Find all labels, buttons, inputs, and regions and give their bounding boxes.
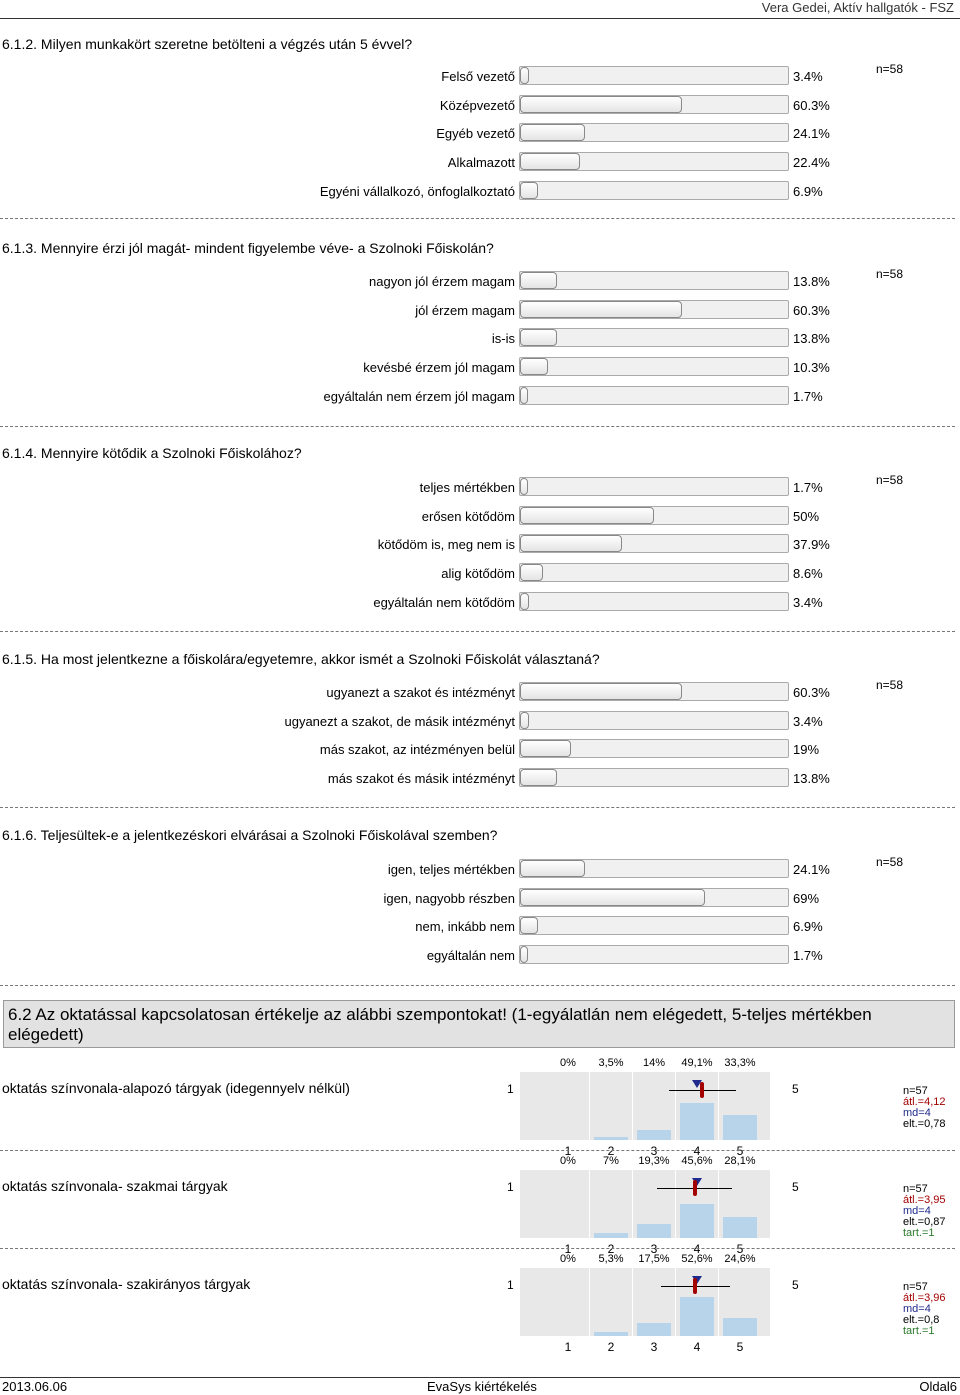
scale-percent: 5,3%	[598, 1253, 624, 1265]
option-bar-fill	[520, 889, 705, 906]
header-rule	[0, 18, 960, 19]
option-bar-track	[519, 563, 789, 582]
option-row	[0, 916, 960, 938]
option-bar-fill	[520, 917, 538, 934]
option-percent: 69%	[793, 890, 820, 906]
scale-percent: 52,6%	[681, 1253, 713, 1265]
scale-percent: 49,1%	[681, 1057, 713, 1069]
mean-marker-icon	[693, 1278, 697, 1294]
option-label: Felső vezető	[441, 69, 515, 84]
option-bar-fill	[520, 593, 529, 610]
scale-item	[0, 1253, 960, 1354]
scale-percent: 45,6%	[681, 1155, 713, 1167]
section-6-2-banner	[3, 1000, 955, 1048]
scale-number: 2	[607, 1242, 615, 1256]
histogram-gridline	[632, 1268, 633, 1336]
scale-number: 5	[736, 1340, 744, 1354]
option-row	[0, 534, 960, 556]
option-bar-track	[519, 300, 789, 319]
histogram-bar	[680, 1103, 714, 1140]
histogram-gridline	[675, 1072, 676, 1140]
histogram-gridline	[718, 1268, 719, 1336]
histogram-bar	[723, 1318, 757, 1336]
stat-md: md=4	[903, 1205, 931, 1217]
scale-right-anchor: 5	[792, 1278, 799, 1292]
histogram-bar	[723, 1217, 757, 1238]
histogram-gridline	[589, 1072, 590, 1140]
option-bar-track	[519, 592, 789, 611]
question-n: n=58	[876, 678, 904, 692]
scale-number: 4	[693, 1340, 701, 1354]
option-row	[0, 386, 960, 408]
option-label: egyáltalán nem kötődöm	[373, 594, 515, 610]
histogram-bar	[637, 1323, 671, 1336]
option-bar-track	[519, 682, 789, 701]
scale-percent: 14%	[642, 1057, 666, 1069]
option-bar-track	[519, 357, 789, 376]
option-label: nem, inkább nem	[415, 919, 515, 935]
option-label: jól érzem magam	[415, 302, 515, 318]
scale-number: 3	[650, 1144, 658, 1158]
stat-avg: átl.=3,96	[903, 1292, 946, 1304]
histogram-gridline	[589, 1170, 590, 1238]
footer-center: EvaSys kiértékelés	[427, 1379, 537, 1394]
option-bar-fill	[520, 96, 682, 113]
stat-n: n=57	[903, 1183, 928, 1195]
question-title: 6.1.5. Ha most jelentkezne a főiskolára/egyetemre, akkor ismét a Szolnoki Főiskolát választaná?	[2, 651, 600, 667]
option-label: nagyon jól érzem magam	[369, 274, 515, 289]
scale-number: 4	[693, 1144, 701, 1158]
section-divider	[0, 985, 955, 986]
option-row	[0, 739, 960, 761]
section-divider	[0, 426, 955, 427]
scale-number: 3	[650, 1242, 658, 1256]
option-label: más szakot, az intézményen belül	[319, 742, 515, 758]
option-bar-track	[519, 123, 789, 142]
scale-number: 5	[736, 1144, 744, 1158]
histogram-gridline	[675, 1268, 676, 1336]
option-label: igen, nagyobb részben	[383, 890, 515, 906]
option-bar-track	[519, 386, 789, 405]
scale-item	[0, 1057, 960, 1158]
option-percent: 60.3%	[793, 302, 830, 318]
option-row	[0, 152, 960, 174]
mean-marker-icon	[700, 1082, 704, 1098]
option-label: teljes mértékben	[419, 480, 515, 495]
option-bar-fill	[520, 124, 585, 141]
histogram-bar	[680, 1297, 714, 1336]
scale-left-anchor: 1	[507, 1278, 514, 1292]
option-bar-track	[519, 711, 789, 730]
option-percent: 1.7%	[793, 388, 823, 404]
section-divider	[0, 631, 955, 632]
option-row	[0, 682, 960, 704]
scale-percent: 0%	[560, 1155, 576, 1167]
option-percent: 24.1%	[793, 862, 830, 877]
histogram-gridline	[675, 1170, 676, 1238]
option-percent: 1.7%	[793, 948, 823, 964]
scale-percent: 28,1%	[724, 1155, 756, 1167]
option-bar-fill	[520, 564, 543, 581]
footer-page: Oldal6	[919, 1379, 957, 1394]
option-label: igen, teljes mértékben	[387, 862, 515, 877]
option-percent: 37.9%	[793, 537, 830, 553]
option-bar-track	[519, 945, 789, 964]
scale-number: 5	[736, 1242, 744, 1256]
scale-percent: 3,5%	[598, 1057, 624, 1069]
question-title: 6.1.2. Milyen munkakört szeretne betölteni a végzés után 5 évvel?	[2, 36, 413, 52]
option-percent: 13.8%	[793, 331, 830, 347]
question-n: n=58	[876, 267, 904, 281]
option-bar-fill	[520, 769, 557, 786]
option-bar-fill	[520, 301, 682, 318]
scale-percent: 17,5%	[638, 1253, 670, 1265]
option-label: is-is	[491, 331, 515, 347]
scale-stats	[903, 1086, 946, 1130]
histogram-gridline	[718, 1072, 719, 1140]
option-percent: 8.6%	[793, 566, 823, 582]
option-percent: 10.3%	[793, 360, 830, 376]
option-row	[0, 95, 960, 117]
option-row	[0, 357, 960, 379]
scale-number: 3	[650, 1340, 658, 1354]
option-label: Alkalmazott	[447, 155, 515, 171]
histogram-bar	[723, 1115, 757, 1140]
option-percent: 3.4%	[793, 69, 823, 84]
option-percent: 50%	[793, 508, 820, 524]
option-row	[0, 768, 960, 790]
option-label: egyáltalán nem	[426, 948, 515, 964]
scale-item-label: oktatás színvonala-alapozó tárgyak (idegennyelv nélkül)	[2, 1080, 350, 1096]
option-row	[0, 592, 960, 614]
option-bar-track	[519, 152, 789, 171]
scale-right-anchor: 5	[792, 1180, 799, 1194]
option-label: más szakot és másik intézményt	[327, 771, 515, 787]
section-6-2-title: 6.2 Az oktatással kapcsolatosan értékelje az alábbi szempontokat! (1-egyálatlán nem elégedett, 5-teljes mértékben elégedett)	[8, 1005, 872, 1044]
option-row	[0, 506, 960, 528]
histogram-gridline	[589, 1268, 590, 1336]
scale-histogram	[520, 1170, 770, 1238]
stat-ab: tart.=1	[903, 1227, 935, 1239]
option-bar-fill	[520, 946, 528, 963]
option-bar-fill	[520, 153, 580, 170]
option-percent: 60.3%	[793, 97, 830, 113]
option-bar-fill	[520, 329, 557, 346]
option-percent: 3.4%	[793, 713, 823, 729]
scale-divider	[0, 1150, 955, 1151]
histogram-gridline	[718, 1170, 719, 1238]
option-bar-track	[519, 739, 789, 758]
option-bar-fill	[520, 182, 538, 199]
option-bar-fill	[520, 387, 528, 404]
stat-n: n=57	[903, 1085, 928, 1097]
option-label: Középvezető	[439, 97, 515, 113]
question-n: n=58	[876, 473, 904, 487]
scale-number: 2	[607, 1144, 615, 1158]
option-percent: 6.9%	[793, 919, 823, 935]
option-bar-track	[519, 506, 789, 525]
histogram-gridline	[632, 1072, 633, 1140]
stat-sd: elt.=0,8	[903, 1314, 940, 1326]
stat-avg: átl.=4,12	[903, 1096, 946, 1108]
option-percent: 3.4%	[793, 594, 823, 610]
option-percent: 22.4%	[793, 155, 830, 171]
option-row	[0, 859, 960, 881]
option-label: alig kötődöm	[441, 566, 515, 582]
scale-number: 1	[564, 1144, 572, 1158]
option-bar-track	[519, 328, 789, 347]
option-label: Egyéb vezető	[436, 126, 515, 142]
option-percent: 1.7%	[793, 480, 823, 495]
option-bar-track	[519, 271, 789, 290]
option-label: kötődöm is, meg nem is	[377, 537, 515, 553]
option-row	[0, 711, 960, 733]
option-label: Egyéni vállalkozó, önfoglalkoztató	[319, 183, 515, 199]
option-bar-fill	[520, 67, 529, 84]
scale-item-label: oktatás színvonala- szakirányos tárgyak	[2, 1276, 251, 1292]
scale-percent: 19,3%	[638, 1155, 670, 1167]
stat-ab: tart.=1	[903, 1325, 935, 1337]
scale-number: 2	[607, 1340, 615, 1354]
scale-percent: 7%	[603, 1155, 619, 1167]
scale-stats	[903, 1282, 946, 1337]
section-divider	[0, 807, 955, 808]
histogram-gridline	[632, 1170, 633, 1238]
scale-histogram	[520, 1072, 770, 1140]
section-divider	[0, 218, 955, 219]
stat-sd: elt.=0,78	[903, 1118, 946, 1130]
option-label: egyáltalán nem érzem jól magam	[323, 388, 515, 404]
option-percent: 19%	[793, 742, 820, 758]
option-row	[0, 271, 960, 293]
option-percent: 6.9%	[793, 183, 823, 199]
option-bar-track	[519, 66, 789, 85]
option-row	[0, 328, 960, 350]
option-percent: 60.3%	[793, 685, 830, 700]
scale-percent: 0%	[560, 1057, 576, 1069]
mean-marker-icon	[693, 1180, 697, 1196]
option-row	[0, 945, 960, 967]
header-author: Vera Gedei, Aktív hallgatók - FSZ	[761, 0, 954, 15]
scale-divider	[0, 1248, 955, 1249]
option-bar-track	[519, 477, 789, 496]
histogram-bar	[637, 1224, 671, 1238]
option-bar-fill	[520, 683, 682, 700]
scale-number: 4	[693, 1242, 701, 1256]
question-title: 6.1.3. Mennyire érzi jól magát- mindent figyelembe véve- a Szolnoki Főiskolán?	[2, 240, 494, 256]
stat-avg: átl.=3,95	[903, 1194, 946, 1206]
option-bar-fill	[520, 535, 622, 552]
option-bar-fill	[520, 740, 571, 757]
stat-sd: elt.=0,87	[903, 1216, 946, 1228]
option-label: ugyanezt a szakot és intézményt	[326, 685, 515, 700]
stat-n: n=57	[903, 1281, 928, 1293]
option-row	[0, 66, 960, 88]
scale-left-anchor: 1	[507, 1082, 514, 1096]
histogram-bar	[594, 1233, 628, 1238]
option-bar-track	[519, 534, 789, 553]
footer-rule	[0, 1377, 960, 1378]
histogram-bar	[637, 1130, 671, 1140]
option-row	[0, 477, 960, 499]
scale-histogram	[520, 1268, 770, 1336]
histogram-bar	[594, 1137, 628, 1140]
scale-right-anchor: 5	[792, 1082, 799, 1096]
option-bar-track	[519, 768, 789, 787]
option-bar-fill	[520, 712, 529, 729]
question-n: n=58	[876, 855, 904, 869]
question-title: 6.1.6. Teljesültek-e a jelentkezéskori elvárásai a Szolnoki Főiskolával szemben?	[2, 827, 498, 843]
scale-percent: 0%	[560, 1253, 576, 1265]
option-bar-track	[519, 888, 789, 907]
option-label: kevésbé érzem jól magam	[363, 360, 515, 376]
scale-item-label: oktatás színvonala- szakmai tárgyak	[2, 1178, 228, 1194]
option-row	[0, 300, 960, 322]
stat-md: md=4	[903, 1303, 931, 1315]
scale-left-anchor: 1	[507, 1180, 514, 1194]
scale-number: 1	[564, 1242, 572, 1256]
option-bar-track	[519, 95, 789, 114]
option-bar-fill	[520, 272, 557, 289]
histogram-bar	[594, 1332, 628, 1336]
option-row	[0, 181, 960, 203]
option-row	[0, 123, 960, 145]
option-bar-fill	[520, 358, 548, 375]
option-row	[0, 563, 960, 585]
scale-percent: 24,6%	[724, 1253, 756, 1265]
option-bar-track	[519, 859, 789, 878]
option-bar-fill	[520, 478, 528, 495]
option-percent: 24.1%	[793, 126, 830, 142]
option-percent: 13.8%	[793, 274, 830, 289]
footer-date: 2013.06.06	[2, 1379, 68, 1394]
option-percent: 13.8%	[793, 771, 830, 787]
option-label: erősen kötődöm	[421, 508, 515, 524]
question-n: n=58	[876, 62, 904, 76]
option-bar-track	[519, 181, 789, 200]
scale-number: 1	[564, 1340, 572, 1354]
option-label: ugyanezt a szakot, de másik intézményt	[284, 713, 515, 729]
scale-stats	[903, 1184, 946, 1239]
histogram-bar	[680, 1204, 714, 1238]
scale-percent: 33,3%	[724, 1057, 756, 1069]
stat-md: md=4	[903, 1107, 931, 1119]
option-bar-fill	[520, 507, 654, 524]
option-bar-fill	[520, 860, 585, 877]
question-title: 6.1.4. Mennyire kötődik a Szolnoki Főiskolához?	[2, 445, 302, 461]
option-row	[0, 888, 960, 910]
option-bar-track	[519, 916, 789, 935]
scale-item	[0, 1155, 960, 1256]
